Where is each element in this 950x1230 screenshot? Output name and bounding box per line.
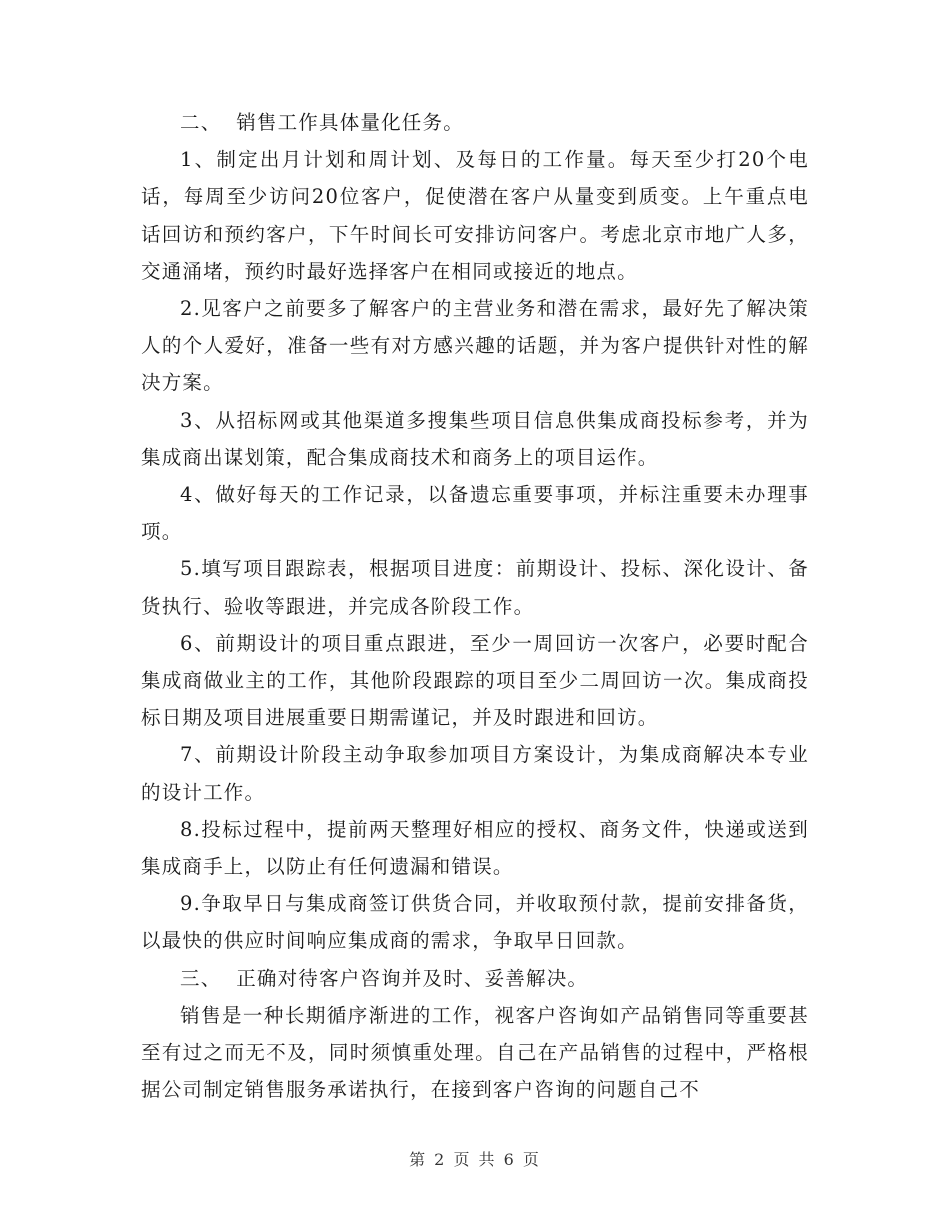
paragraph-task-1: 1、制定出月计划和周计划、及每日的工作量。每天至少打20个电话，每周至少访问20位客户，促使潜在客户从量变到质变。上午重点电话回访和预约客户，下午时间长可安排访问客户。考虑北京市地广人多，交通涌堵，预约时最好选择客户在相同或接近的地点。: [141, 148, 809, 283]
page-number-footer: 第 2 页 共 6 页: [409, 1150, 541, 1169]
paragraph-task-6: 6、前期设计的项目重点跟进，至少一周回访一次客户，必要时配合集成商做业主的工作，其他阶段跟踪的项目至少二周回访一次。集成商投标日期及项目进展重要日期需谨记，并及时跟进和回访。: [141, 631, 809, 730]
paragraph-task-5: 5.填写项目跟踪表，根据项目进度：前期设计、投标、深化设计、备货执行、验收等跟进，并完成各阶段工作。: [141, 557, 809, 618]
paragraph-task-7: 7、前期设计阶段主动争取参加项目方案设计，为集成商解决本专业的设计工作。: [141, 743, 809, 804]
paragraph-task-3: 3、从招标网或其他渠道多搜集些项目信息供集成商投标参考，并为集成商出谋划策，配合集成商技术和商务上的项目运作。: [141, 408, 809, 469]
section-heading-3: 三、 正确对待客户咨询并及时、妥善解决。: [180, 966, 589, 990]
paragraph-consultation: 销售是一种长期循序渐进的工作，视客户咨询如产品销售同等重要甚至有过之而无不及，同时须慎重处理。自己在产品销售的过程中，严格根据公司制定销售服务承诺执行，在接到客户咨询的问题自己不: [141, 1003, 809, 1102]
paragraph-task-4: 4、做好每天的工作记录，以备遗忘重要事项，并标注重要未办理事项。: [141, 483, 809, 544]
paragraph-task-9: 9.争取早日与集成商签订供货合同，并收取预付款，提前安排备货，以最快的供应时间响应集成商的需求，争取早日回款。: [141, 892, 809, 953]
document-body: [141, 104, 809, 1108]
section-heading-2: 二、 销售工作具体量化任务。: [180, 111, 464, 134]
paragraph-task-8: 8.投标过程中，提前两天整理好相应的授权、商务文件，快递或送到集成商手上，以防止有任何遗漏和错误。: [141, 817, 809, 879]
paragraph-task-2: 2.见客户之前要多了解客户的主营业务和潜在需求，最好先了解决策人的个人爱好，准备一些有对方感兴趣的话题，并为客户提供针对性的解决方案。: [141, 297, 809, 395]
